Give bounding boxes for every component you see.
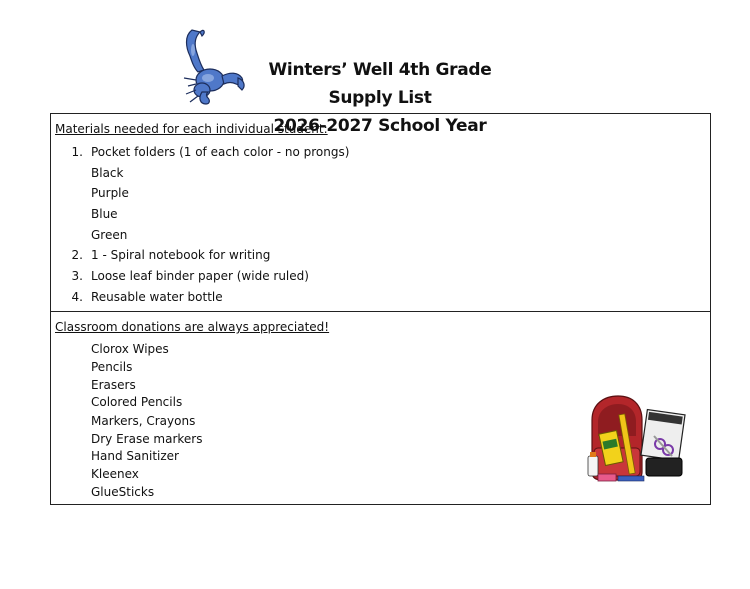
item-text: Reusable water bottle <box>91 290 223 304</box>
item-number: 3. <box>71 269 83 283</box>
item-text: Pocket folders (1 of each color - no prongs) <box>91 145 350 159</box>
backpack-supplies-icon <box>584 392 688 488</box>
title-line-1: Winters’ Well 4th Grade Supply List <box>268 60 492 108</box>
item-text: Blue <box>91 207 118 221</box>
item-text: Green <box>91 228 128 242</box>
item-text: Black <box>91 166 124 180</box>
item-text: Purple <box>91 186 129 200</box>
item-text: GlueSticks <box>91 485 155 499</box>
item-number: 4. <box>71 290 83 304</box>
item-text: Hand Sanitizer <box>91 449 179 463</box>
item-text: Dry Erase markers <box>91 432 203 446</box>
title-line-2: 2026-2027 School Year <box>273 116 487 136</box>
item-text: Erasers <box>91 378 136 392</box>
item-text: Pencils <box>91 360 133 374</box>
materials-section <box>50 113 711 312</box>
item-text: Markers, Crayons <box>91 414 196 428</box>
item-text: Colored Pencils <box>91 395 183 409</box>
item-text: 1 - Spiral notebook for writing <box>91 248 271 262</box>
item-text: Loose leaf binder paper (wide ruled) <box>91 269 309 283</box>
item-number: 1. <box>71 145 83 159</box>
item-number: 2. <box>71 248 83 262</box>
scorpion-icon <box>180 26 250 108</box>
materials-heading: Materials needed for each individual student: <box>55 122 328 136</box>
donations-heading: Classroom donations are always appreciated! <box>55 320 330 334</box>
item-text: Kleenex <box>91 467 139 481</box>
item-text: Clorox Wipes <box>91 342 169 356</box>
